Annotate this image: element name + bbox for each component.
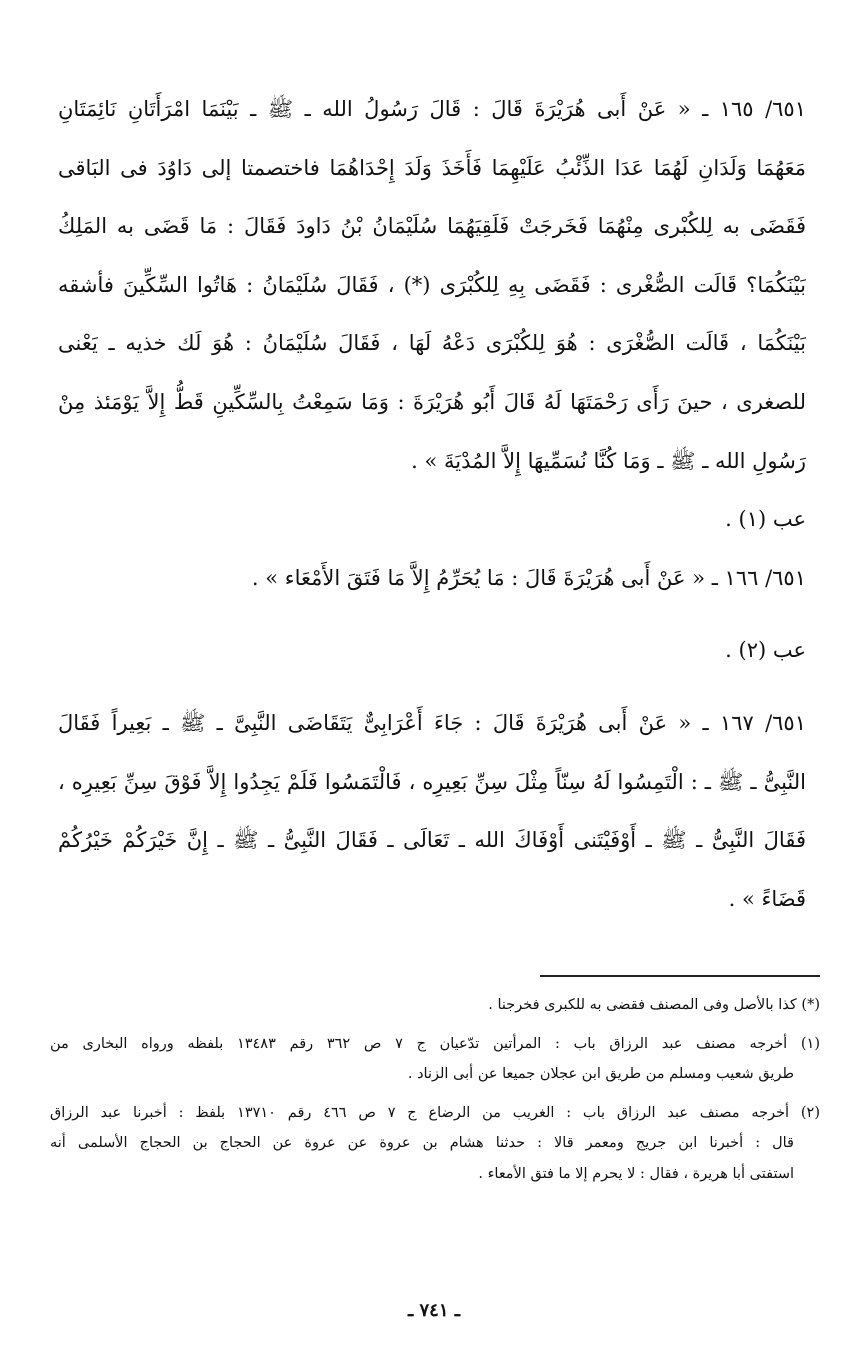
text-line: بَيْنَكُمَا؟ قَالَت الصُّغْرى : فَقَضَى بِهِ لِلكُبْرَى (*) ، فَقَالَ سُلَيْمَانُ : هَاتُوا السِّكِّينَ فأشقه <box>58 272 806 297</box>
spacer <box>50 1021 820 1029</box>
footnote-divider <box>540 975 820 977</box>
spacer <box>50 1090 820 1098</box>
footnote-1-line: طريق شعيب ومسلم من طريق ابن عجلان جميعا عن أبى الزناد . <box>407 1066 794 1082</box>
text-line: ٦٥١/ ١٦٧ ـ « عَنْ أَبى هُرَيْرَةَ قَالَ : جَاءَ أَعْرَابِىٌّ يَتَقَاضَى النَّبِىَّ ـ ﷺ ـ بَعِيراً فَقَالَ <box>58 710 806 735</box>
spacer <box>58 607 806 621</box>
page-number: ـ ٧٤١ ـ <box>407 1300 461 1321</box>
text-line: رَسُولِ الله ـ ﷺ ـ وَمَا كُنَّا نُسَمِّيهَا إِلاَّ المُدْيَةَ » . <box>411 448 806 473</box>
text-line: النَّبِىُّ ـ ﷺ ـ : الْتَمِسُوا لَهُ سِنّاً مِثْلَ سِنِّ بَعِيرِه ، فَالْتَمَسُوا فَلَمْ يَجِدُوا إِلاَّ فَوْقَ سِنِّ بَعِيرِه ، <box>58 769 806 794</box>
footnote-star: (*) كذا بالأصل وفى المصنف فقضى به للكبرى فخرجنا . <box>488 997 820 1013</box>
text-line: للصغرى ، حينَ رَأَى رَحْمَتَهَا لَهُ قَالَ أَبُو هُرَيْرَةَ : وَمَا سَمِعْتُ بِالسِّكِّينِ قَطُّ إِلاَّ يَوْمَئذ مِنْ <box>58 389 806 414</box>
text-line: فَقَضَى به لِلكُبْرى مِنْهُمَا فَخَرجَتْ فَلَقِيَهُمَا سُلَيْمَانُ بْنُ دَاودَ فَقَالَ : مَا قَضَى به المَلِكُ <box>58 214 806 239</box>
footnote-1-line: (١) أخرجه مصنف عبد الرزاق باب : المرأتين تدّعيان ج ٧ ص ٣٦٢ رقم ١٣٤٨٣ بلفظه ورواه البخارى من <box>50 1035 820 1052</box>
reference-166: عب (٢) . <box>725 638 806 663</box>
footnote-2-line: استفتى أبا هريرة ، فقال : لا يحرم إلا ما فتق الأمعاء . <box>478 1165 794 1182</box>
text-line: فَقَالَ النَّبِىُّ ـ ﷺ ـ أَوْفَيْتَنى أَوْفَاكَ الله ـ تَعَالَى ـ فَقَالَ النَّبِىُّ ـ ﷺ ـ إِنَّ خَيْرَكُمْ خَيْرُكُمْ <box>58 828 806 853</box>
text-line: مَعَهُمَا وَلَدَانِ لَهُمَا عَدَا الذِّئْبُ عَلَيْهِمَا فَأَخَذَ وَلَدَ إِحْدَاهُمَا فاختصمتا إلى دَاوُدَ فى البَاقى <box>58 155 806 180</box>
footnotes <box>50 990 820 1189</box>
hadith-165 <box>58 80 806 490</box>
reference-165: عب (١) . <box>725 507 806 532</box>
spacer <box>58 680 806 694</box>
text-line: قَضَاءً » . <box>728 886 806 911</box>
main-text <box>58 80 806 928</box>
text-line: بَيْنَكُمَا ، قَالَت الصُّغْرَى : هُوَ لِلكُبْرَى دَعْهُ لَهَا ، فَقَالَ سُلَيْمَانُ : هُوَ لَك خذيه ـ يَعْنى <box>58 331 806 356</box>
footnote-2-line: قال : أخبرنا ابن جريج ومعمر قالا : حدثنا هشام بن عروة عن عروة عن الحجاج بن الحجاج الأسلمى أنه <box>50 1135 794 1151</box>
hadith-166: ٦٥١/ ١٦٦ ـ « عَنْ أَبى هُرَيْرَةَ قَالَ : مَا يُحَرِّمُ إِلاَّ مَا فَتَقَ الأَمْعَاء » . <box>251 565 806 590</box>
text-line: ٦٥١/ ١٦٥ ـ « عَنْ أَبى هُرَيْرَةَ قَالَ : قَالَ رَسُولُ الله ـ ﷺ ـ بَيْنَمَا امْرَأَتَانِ نَائِمَتَانِ <box>58 97 806 121</box>
footnote-2-line: (٢) أخرجه مصنف عبد الرزاق باب : الغريب من الرضاع ج ٧ ص ٤٦٦ رقم ١٣٧١٠ بلفظ : أخبرنا عبد الرزاق <box>50 1104 820 1121</box>
hadith-167 <box>58 694 806 928</box>
